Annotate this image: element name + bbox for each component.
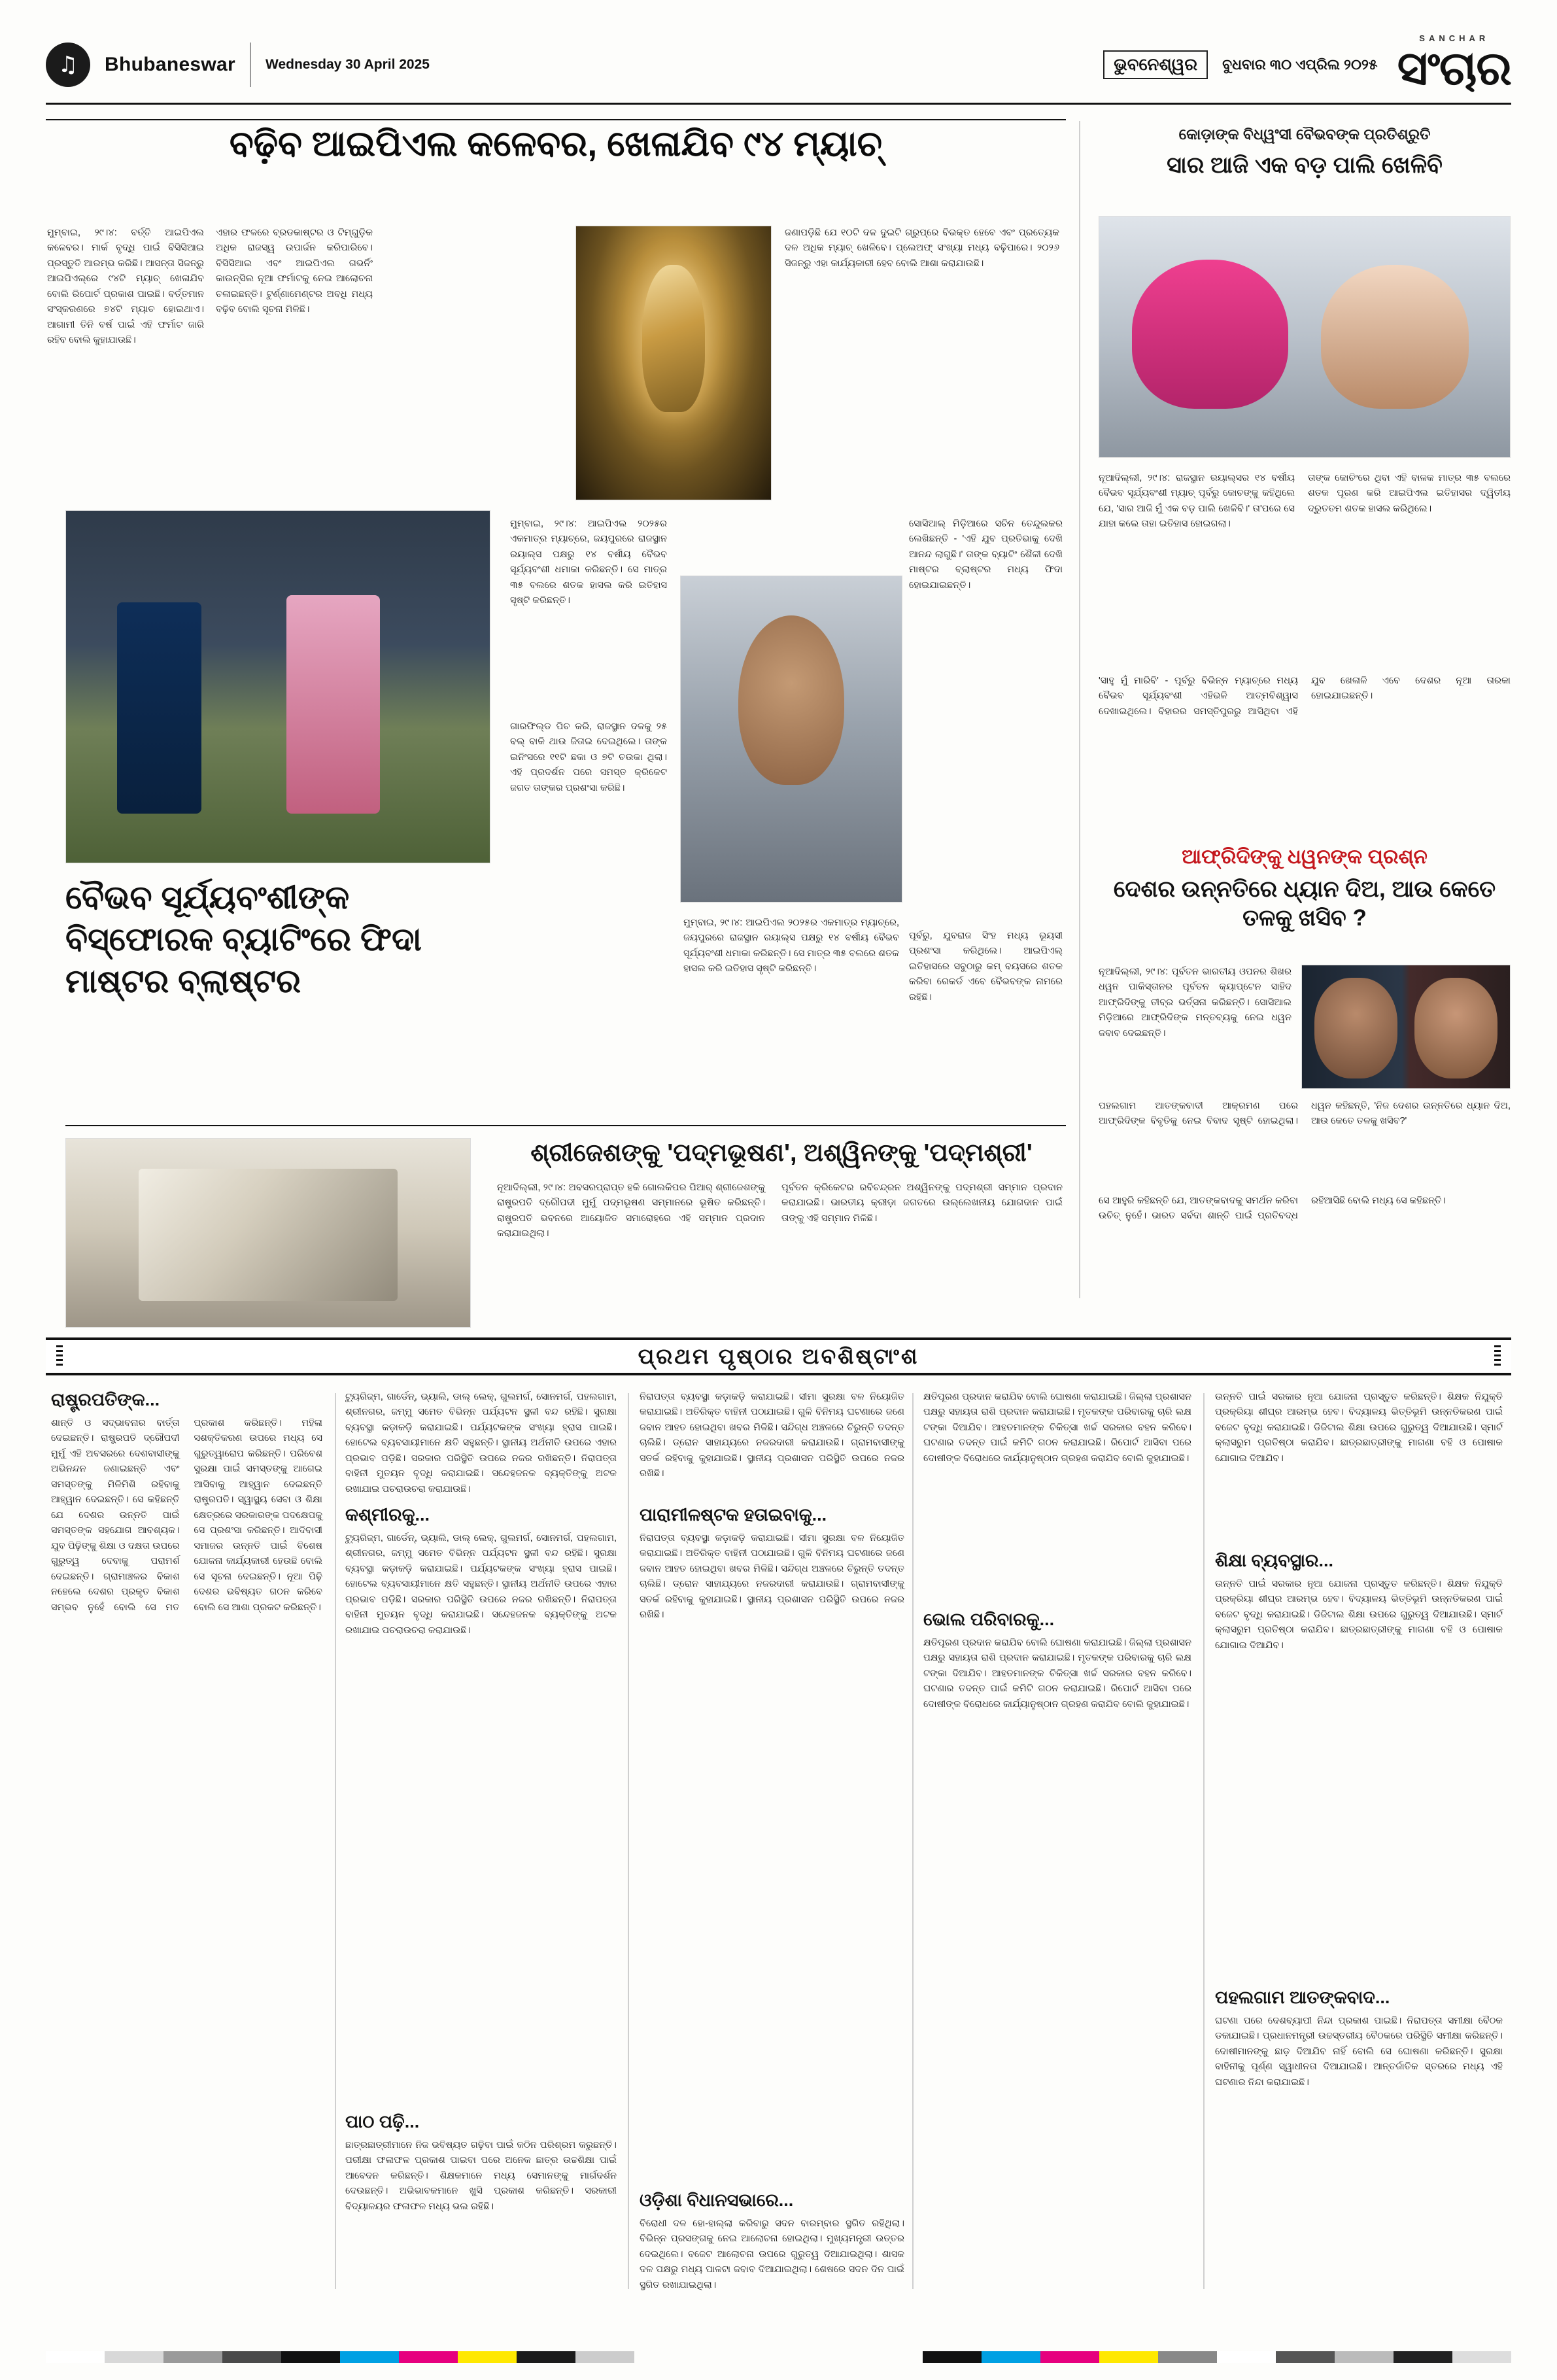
feature-column-3: ସୋସିଆଲ୍ ମିଡ଼ିଆରେ ସଚିନ ତେନ୍ଦୁଲକର ଲେଖିଛନ୍ତି - 'ଏହି ଯୁବ ପ୍ରତିଭାକୁ ଦେଖି ଆନନ୍ଦ ଲାଗୁଛି।' ତାଙ୍କ ବ୍ୟାଟିଂ ଶୈଳୀ ଦେଖି ମାଷ୍ଟର ବ୍ଲାଷ୍ଟର ମଧ୍ୟ ଫିଦା ହୋଇଯାଇଛନ୍ତି। (909, 519, 1063, 591)
color-registration-bar-left (46, 2351, 634, 2363)
masthead-odia-date: ବୁଧବାର ୩୦ ଏପ୍ରିଲ ୨୦୨୫ (1222, 56, 1378, 73)
rail-bottom-story (1099, 844, 1511, 933)
color-swatch (1099, 2351, 1158, 2363)
color-swatch (1394, 2351, 1452, 2363)
rail-bottom-kicker: ଆଫ୍ରିଦିଙ୍କୁ ଧୱନଙ୍କ ପ୍ରଶ୍ନ (1182, 845, 1428, 868)
color-swatch (1217, 2351, 1276, 2363)
jump-section-banner (46, 1337, 1511, 1375)
nameplate-kicker: SANCHAR (1419, 33, 1490, 44)
color-swatch (163, 2351, 222, 2363)
jump-text-bhol: କ୍ଷତିପୂରଣ ପ୍ରଦାନ କରାଯିବ ବୋଲି ଘୋଷଣା କରାଯାଇଛି। ଜିଲ୍ଲା ପ୍ରଶାସନ ପକ୍ଷରୁ ସହାୟତା ରାଶି ପ୍ରଦାନ କରାଯାଇଛି। ମୃତକଙ୍କ ପରିବାରକୁ ଚାରି ଲକ୍ଷ ଟଙ୍କା ଦିଆଯିବ। ଆହତମାନଙ୍କ ଚିକିତ୍ସା ଖର୍ଚ୍ଚ ସରକାର ବହନ କରିବେ। ଘଟଣାର ତଦନ୍ତ ପାଇଁ କମିଟି ଗଠନ କରାଯାଇଛି। ରିପୋର୍ଟ ଆସିବା ପରେ ଦୋଷୀଙ୍କ ବିରୋଧରେ କାର୍ଯ୍ୟାନୁଷ୍ଠାନ ଗ୍ରହଣ କରାଯିବ ବୋଲି କୁହାଯାଇଛି। (923, 1638, 1191, 1710)
rail-top-column-3: 'ସାହୁ ମୁଁ ମାରିବି' - ପୂର୍ବରୁ ବିଭିନ୍ନ ମ୍ୟାଚ୍‌ରେ ମଧ୍ୟ ବୈଭବ ସୂର୍ଯ୍ୟବଂଶୀ ଏହିଭଳି ଆତ୍ମବିଶ୍ୱାସ ଦେଖାଇଥିଲେ। ବିହାରର ସମସ୍ତିପୁରରୁ ଆସିଥିବା ଏହି ଯୁବ ଖେଳାଳି ଏବେ ଦେଶର ନୂଆ ତାରକା ହୋଇଯାଇଛନ୍ତି। (1099, 676, 1511, 717)
color-swatch (1158, 2351, 1217, 2363)
color-swatch (923, 2351, 982, 2363)
sanchar-logo-icon: ♫ (46, 43, 90, 87)
jump-column-3 (640, 1390, 904, 2308)
color-swatch (105, 2351, 163, 2363)
jump-divider-1 (335, 1393, 336, 2289)
masthead-date: Wednesday 30 April 2025 (250, 43, 430, 87)
color-swatch (575, 2351, 634, 2363)
color-swatch (982, 2351, 1040, 2363)
jump-head-bhol: ଭୋଲ ପରିବାରକୁ... (923, 1610, 1055, 1629)
feature-column-4: ପୂର୍ବରୁ, ଯୁବରାଜ ସିଂହ ମଧ୍ୟ ଭୂୟସୀ ପ୍ରଶଂସା କରିଥିଲେ। ଆଇପିଏଲ୍ ଇତିହାସରେ ସବୁଠାରୁ କମ୍ ବୟସରେ ଶତକ କରିବା ରେକର୍ଡ ଏବେ ବୈଭବଙ୍କ ନାମରେ ରହିଛି। (909, 931, 1063, 1003)
jump-column-1 (51, 1390, 322, 2286)
color-swatch (46, 2351, 105, 2363)
color-swatch (281, 2351, 340, 2363)
jump-text-lead-continued: ଟ୍ୟୁରିଜ୍ମ, ଗାର୍ଡେନ୍, ଭ୍ୟାଲି, ଡାଲ୍ ଲେକ୍, ଗୁଲମର୍ଗ, ସୋନମର୍ଗ, ପହଲଗାମ, ଶ୍ରୀନଗର, ଜମ୍ମୁ ସମେତ ବିଭିନ୍ନ ପର୍ଯ୍ୟଟନ ସ୍ଥଳୀ ବନ୍ଦ ରହିଛି। ସୁରକ୍ଷା ବ୍ୟବସ୍ଥା କଡ଼ାକଡ଼ି କରାଯାଇଛି। ପର୍ଯ୍ୟଟକଙ୍କ ସଂଖ୍ୟା ହ୍ରାସ ପାଇଛି। ହୋଟେଲ ବ୍ୟବସାୟୀମାନେ କ୍ଷତି ସହୁଛନ୍ତି। ସ୍ଥାନୀୟ ଅର୍ଥନୀତି ଉପରେ ଏହାର ପ୍ରଭାବ ପଡ଼ିଛି। ସରକାର ପରିସ୍ଥିତି ଉପରେ ନଜର ରଖିଛନ୍ତି। ନିରାପତ୍ତା ବାହିନୀ ମୁତୟନ ବୃଦ୍ଧି କରାଯାଇଛି। ସନ୍ଦେହଜନକ ବ୍ୟକ୍ତିଙ୍କୁ ଅଟକ ରଖାଯାଇ ପଚରାଉଚରା କରାଯାଉଛି। (345, 1392, 617, 1494)
jump-text-shiksha: ଉନ୍ନତି ପାଇଁ ସରକାର ନୂଆ ଯୋଜନା ପ୍ରସ୍ତୁତ କରିଛନ୍ତି। ଶିକ୍ଷକ ନିଯୁକ୍ତି ପ୍ରକ୍ରିୟା ଶୀଘ୍ର ଆରମ୍ଭ ହେବ। ବିଦ୍ୟାଳୟ ଭିତ୍ତିଭୂମି ଉନ୍ନତିକରଣ ପାଇଁ ବଜେଟ ବୃଦ୍ଧି କରାଯାଇଛି। ଡିଜିଟାଲ ଶିକ୍ଷା ଉପରେ ଗୁରୁତ୍ୱ ଦିଆଯାଉଛି। ସ୍ମାର୍ଟ କ୍ଲାସରୁମ ପ୍ରତିଷ୍ଠା କରାଯିବ। ଛାତ୍ରଛାତ୍ରୀଙ୍କୁ ମାଗଣା ବହି ଓ ପୋଷାକ ଯୋଗାଇ ଦିଆଯିବ। (1215, 1579, 1503, 1651)
color-swatch (399, 2351, 458, 2363)
masthead-city: Bhubaneswar (105, 53, 236, 75)
rail-bottom-column-3: ସେ ଆହୁରି କହିଛନ୍ତି ଯେ, ଆତଙ୍କବାଦକୁ ସମର୍ଥନ କରିବା ଉଚିତ୍ ନୁହେଁ। ଭାରତ ସର୍ବଦା ଶାନ୍ତି ପାଇଁ ପ୍ରତିବଦ୍ଧ ରହିଆସିଛି ବୋଲି ମଧ୍ୟ ସେ କହିଛନ୍ତି। (1099, 1196, 1446, 1222)
feature-column-1: ମୁମ୍ବାଇ, ୨୯।୪: ଆଇପିଏଲ ୨୦୨୫ର ଏକମାତ୍ର ମ୍ୟାଚ୍‌ରେ, ଜୟପୁରରେ ରାଜସ୍ଥାନ ରୟାଲ୍ସ ପକ୍ଷରୁ ୧୪ ବର୍ଷୀୟ ବୈଭବ ସୂର୍ଯ୍ୟବଂଶୀ ଧମାକା କରିଛନ୍ତି। ସେ ମାତ୍ର ୩୫ ବଲରେ ଶତକ ହାସଲ କରି ଇତିହାସ ସୃଷ୍ଟି କରିଛନ୍ତି। (510, 519, 667, 606)
nameplate (1397, 33, 1511, 95)
jump-text-col4-top: କ୍ଷତିପୂରଣ ପ୍ରଦାନ କରାଯିବ ବୋଲି ଘୋଷଣା କରାଯାଇଛି। ଜିଲ୍ଲା ପ୍ରଶାସନ ପକ୍ଷରୁ ସହାୟତା ରାଶି ପ୍ରଦାନ କରାଯାଇଛି। ମୃତକଙ୍କ ପରିବାରକୁ ଚାରି ଲକ୍ଷ ଟଙ୍କା ଦିଆଯିବ। ଆହତମାନଙ୍କ ଚିକିତ୍ସା ଖର୍ଚ୍ଚ ସରକାର ବହନ କରିବେ। ଘଟଣାର ତଦନ୍ତ ପାଇଁ କମିଟି ଗଠନ କରାଯାଇଛି। ରିପୋର୍ଟ ଆସିବା ପରେ ଦୋଷୀଙ୍କ ବିରୋଧରେ କାର୍ଯ୍ୟାନୁଷ୍ଠାନ ଗ୍ରହଣ କରାଯିବ ବୋଲି କୁହାଯାଇଛି। (923, 1392, 1191, 1464)
color-swatch (222, 2351, 281, 2363)
jump-head-shiksha: ଶିକ୍ଷା ବ୍ୟବସ୍ଥାର... (1215, 1551, 1333, 1570)
color-swatch (1335, 2351, 1394, 2363)
lead-column-1: ମୁମ୍ବାଇ, ୨୯।୪: ବର୍ତ୍ତି ଆଇପିଏଲ କଳେବର। ମାର୍କ ବୃଦ୍ଧି ପାଇଁ ବିସିସିଆଇ ପ୍ରସ୍ତୁତି ଆରମ୍ଭ କରିଛି। ଆସନ୍ତା ସିଜନ୍‌ରୁ ଆଇପିଏଲ୍‌ରେ ୯୪ଟି ମ୍ୟାଚ୍ ଖେଳାଯିବ ବୋଲି ରିପୋର୍ଟ ପ୍ରକାଶ ପାଇଛି। ବର୍ତ୍ତମାନ ସଂସ୍କରଣରେ ୭୪ଟି ମ୍ୟାଚ ହୋଇଥାଏ। ଆଗାମୀ ତିନି ବର୍ଷ ପାଇଁ ଏହି ଫର୍ମାଟ ଜାରି ରହିବ ବୋଲି କୁହାଯାଉଛି। (47, 228, 204, 346)
ipl-trophy-photo (575, 226, 772, 500)
color-swatch (1276, 2351, 1335, 2363)
jump-text-paramilitary: ନିରାପତ୍ତା ବ୍ୟବସ୍ଥା କଡ଼ାକଡ଼ି କରାଯାଇଛି। ସୀମା ସୁରକ୍ଷା ବଳ ନିୟୋଜିତ କରାଯାଇଛି। ଅତିରିକ୍ତ ବାହିନୀ ପଠାଯାଇଛି। ଗୁଳି ବିନିମୟ ଘଟଣାରେ ଜଣେ ଜବାନ ଆହତ ହୋଇଥିବା ଖବର ମିଳିଛି। ସନ୍ଦିଗ୍ଧ ଅଞ୍ଚଳରେ ଚିରୁନ୍ତି ତଦନ୍ତ ଚାଲିଛି। ଡ୍ରୋନ ସାହାଯ୍ୟରେ ନଜରଦାରୀ କରାଯାଉଛି। ଗ୍ରାମବାସୀଙ୍କୁ ସତର୍କ ରହିବାକୁ କୁହାଯାଇଛି। ସ୍ଥାନୀୟ ପ୍ରଶାସନ ପରିସ୍ଥିତି ଉପରେ ନଜର ରଖିଛି। (640, 1533, 904, 1621)
padma-award-ceremony-photo (65, 1138, 471, 1328)
lsg-vs-rr-match-photo (65, 510, 490, 863)
feature-caption: ବୈଭବ ସୂର୍ଯ୍ୟବଂଶୀଙ୍କ ବିସ୍ଫୋରକ ବ୍ୟାଟିଂରେ ଫିଦା ମାଷ୍ଟର ବ୍ଲାଷ୍ଟର (65, 879, 422, 999)
rail-bottom-headline: ଦେଶର ଉନ୍ନତିରେ ଧ୍ୟାନ ଦିଅ, ଆଉ କେତେ ତଳକୁ ଖସିବ ? (1113, 876, 1496, 931)
rail-top-headline: ସାର ଆଜି ଏକ ବଡ଼ ପାଲି ଖେଳିବି (1167, 152, 1443, 179)
jump-head-pahalgam: ପହଲଗାମ ଆତଙ୍କବାଦ... (1215, 1988, 1390, 2007)
lead-column-2: ଏହାର ଫଳରେ ବ୍ରଡକାଷ୍ଟର ଓ ଟିମ୍‌ଗୁଡ଼ିକ ଅଧିକ ରାଜସ୍ୱ ଉପାର୍ଜନ କରିପାରିବେ। ବିସିସିଆଇ ଏବଂ ଆଇପିଏଲ ଗଭର୍ନିଂ କାଉନ୍ସିଲ ନୂଆ ଫର୍ମାଟକୁ ନେଇ ଆଲୋଚନା ଚଳାଇଛନ୍ତି। ଟୁର୍ଣ୍ଣାମେଣ୍ଟର ଅବଧି ମଧ୍ୟ ବଢ଼ିବ ବୋଲି ସୂଚନା ମିଳିଛି। (216, 228, 373, 315)
jump-column-5 (1215, 1390, 1503, 2295)
nameplate-title: ସଂଚାର (1397, 43, 1511, 95)
lead-column-3: ଜଣାପଡ଼ିଛି ଯେ ୧୦ଟି ଦଳ ଦୁଇଟି ଗ୍ରୁପ୍‌ରେ ବିଭକ୍ତ ହେବେ ଏବଂ ପ୍ରତ୍ୟେକ ଦଳ ଅଧିକ ମ୍ୟାଚ୍ ଖେଳିବେ। ପ୍ଲେଅଫ୍ ସଂଖ୍ୟା ମଧ୍ୟ ବଢ଼ିପାରେ। ୨୦୨୬ ସିଜନ୍‌ରୁ ଏହା କାର୍ଯ୍ୟକାରୀ ହେବ ବୋଲି ଆଶା କରାଯାଉଛି। (785, 228, 1059, 269)
rail-top-column-1: ନୂଆଦିଲ୍ଲୀ, ୨୯।୪: ରାଜସ୍ଥାନ ରୟାଲ୍ସର ୧୪ ବର୍ଷୀୟ ବୈଭବ ସୂର୍ଯ୍ୟବଂଶୀ ମ୍ୟାଚ୍ ପୂର୍ବରୁ କୋଚଙ୍କୁ କହିଥିଲେ ଯେ, 'ସାର ଆଜି ମୁଁ ଏକ ବଡ଼ ପାଲି ଖେଳିବି।' ତା'ପରେ ସେ ଯାହା କଲେ ତାହା ଇତିହାସ ହୋଇଗଲା। (1099, 473, 1295, 530)
padma-column-1: ନୂଆଦିଲ୍ଲୀ, ୨୯।୪: ଅବସରପ୍ରାପ୍ତ ହକି ଗୋଲକିପର ପିଆର୍ ଶ୍ରୀଜେଶଙ୍କୁ ରାଷ୍ଟ୍ରପତି ଦ୍ରୌପଦୀ ମୁର୍ମୁ ପଦ୍ମଭୂଷଣ ସମ୍ମାନରେ ଭୂଷିତ କରିଛନ୍ତି। ରାଷ୍ଟ୍ରପତି ଭବନରେ ଆୟୋଜିତ ସମାରୋହରେ ଏହି ସମ୍ମାନ ପ୍ରଦାନ କରାଯାଇଥିଲା। (497, 1182, 765, 1239)
jump-divider-3 (912, 1393, 914, 2289)
lead-headline: ବଢ଼ିବ ଆଇପିଏଲ କଳେବର, ଖେଳାଯିବ ୯୪ ମ୍ୟାଚ୍ (229, 124, 883, 164)
lead-top-rule (46, 119, 1066, 120)
jump-column-4 (923, 1390, 1191, 2264)
jump-text-col3-top: ନିରାପତ୍ତା ବ୍ୟବସ୍ଥା କଡ଼ାକଡ଼ି କରାଯାଇଛି। ସୀମା ସୁରକ୍ଷା ବଳ ନିୟୋଜିତ କରାଯାଇଛି। ଅତିରିକ୍ତ ବାହିନୀ ପଠାଯାଇଛି। ଗୁଳି ବିନିମୟ ଘଟଣାରେ ଜଣେ ଜବାନ ଆହତ ହୋଇଥିବା ଖବର ମିଳିଛି। ସନ୍ଦିଗ୍ଧ ଅଞ୍ଚଳରେ ଚିରୁନ୍ତି ତଦନ୍ତ ଚାଲିଛି। ଡ୍ରୋନ ସାହାଯ୍ୟରେ ନଜରଦାରୀ କରାଯାଉଛି। ଗ୍ରାମବାସୀଙ୍କୁ ସତର୍କ ରହିବାକୁ କୁହାଯାଇଛି। ସ୍ଥାନୀୟ ପ୍ରଶାସନ ପରିସ୍ଥିତି ଉପରେ ନଜର ରଖିଛି। (640, 1392, 904, 1479)
rail-bottom-column-1: ନୂଆଦିଲ୍ଲୀ, ୨୯।୪: ପୂର୍ବତନ ଭାରତୀୟ ଓପନର ଶିଖର ଧୱନ ପାକିସ୍ତାନର ପୂର୍ବତନ କ୍ୟାପ୍ଟେନ ସାହିଦ ଆଫ୍ରିଦିଙ୍କୁ ତୀବ୍ର ଭର୍ତ୍ସନା କରିଛନ୍ତି। ସୋସିଆଲ ମିଡ଼ିଆରେ ଆଫ୍ରିଦିଙ୍କ ମନ୍ତବ୍ୟକୁ ନେଇ ଧୱନ ଜବାବ ଦେଇଛନ୍ତି। (1099, 967, 1292, 1039)
color-registration-bar-right (923, 2351, 1511, 2363)
masthead-odia-city: ଭୁବନେଶ୍ୱର (1103, 50, 1208, 79)
banner-title: ପ୍ରଥମ ପୃଷ୍ଠାର ଅବଶିଷ୍ଟାଂଶ (638, 1343, 919, 1368)
jump-text-pahalgam: ଘଟଣା ପରେ ଦେଶବ୍ୟାପୀ ନିନ୍ଦା ପ୍ରକାଶ ପାଇଛି। ନିରାପତ୍ତା ସମୀକ୍ଷା ବୈଠକ ଡକାଯାଇଛି। ପ୍ରଧାନମନ୍ତ୍ରୀ ଉଚ୍ଚସ୍ତରୀୟ ବୈଠକରେ ପରିସ୍ଥିତି ସମୀକ୍ଷା କରିଛନ୍ତି। ଦୋଷୀମାନଙ୍କୁ ଛାଡ଼ ଦିଆଯିବ ନାହିଁ ବୋଲି ସେ ଘୋଷଣା କରିଛନ୍ତି। ସୁରକ୍ଷା ବାହିନୀକୁ ପୂର୍ଣ୍ଣ ସ୍ୱାଧୀନତା ଦିଆଯାଇଛି। ଆନ୍ତର୍ଜାତିକ ସ୍ତରରେ ମଧ୍ୟ ଏହି ଘଟଣାର ନିନ୍ଦା କରାଯାଇଛି। (1215, 2016, 1503, 2088)
padma-column-2: ପୂର୍ବତନ କ୍ରିକେଟର ରବିଚନ୍ଦ୍ରନ ଅଶ୍ୱିନଙ୍କୁ ପଦ୍ମଶ୍ରୀ ସମ୍ମାନ ପ୍ରଦାନ କରାଯାଇଛି। ଭାରତୀୟ କ୍ରୀଡ଼ା ଜଗତରେ ଉଲ୍ଲେଖନୀୟ ଯୋଗଦାନ ପାଇଁ ତାଙ୍କୁ ଏହି ସମ୍ମାନ ମିଳିଛି। (781, 1182, 1063, 1224)
jump-text-rashtrapati: ଶାନ୍ତି ଓ ସଦ୍ଭାବନାର ବାର୍ତ୍ତା ଦେଇଛନ୍ତି। ରାଷ୍ଟ୍ରପତି ଦ୍ରୌପଦୀ ମୁର୍ମୁ ଏହି ଅବସରରେ ଦେଶବାସୀଙ୍କୁ ଅଭିନନ୍ଦନ ଜଣାଇଛନ୍ତି ଏବଂ ସମସ୍ତଙ୍କୁ ମିଳିମିଶି ରହିବାକୁ ଆହ୍ୱାନ ଦେଇଛନ୍ତି। ସେ କହିଛନ୍ତି ଯେ ଦେଶର ଉନ୍ନତି ପାଇଁ ସମସ୍ତଙ୍କ ସହଯୋଗ ଆବଶ୍ୟକ। ଯୁବ ପିଢ଼ିଙ୍କୁ ଶିକ୍ଷା ଓ ଦକ୍ଷତା ଉପରେ ଗୁରୁତ୍ୱ ଦେବାକୁ ପରାମର୍ଶ ଦେଇଛନ୍ତି। ଗ୍ରାମାଞ୍ଚଳର ବିକାଶ ନହେଲେ ଦେଶର ପ୍ରକୃତ ବିକାଶ ସମ୍ଭବ ନୁହେଁ ବୋଲି ସେ ମତ ପ୍ରକାଶ କରିଛନ୍ତି। ମହିଳା ସଶକ୍ତିକରଣ ଉପରେ ମଧ୍ୟ ସେ ଗୁରୁତ୍ୱାରୋପ କରିଛନ୍ତି। ପରିବେଶ ସୁରକ୍ଷା ପାଇଁ ସମସ୍ତଙ୍କୁ ଆଗେଇ ଆସିବାକୁ ଆହ୍ୱାନ ଦେଇଛନ୍ତି ରାଷ୍ଟ୍ରପତି। ସ୍ୱାସ୍ଥ୍ୟ ସେବା ଓ ଶିକ୍ଷା କ୍ଷେତ୍ରରେ ସରକାରଙ୍କ ପଦକ୍ଷେପକୁ ସେ ପ୍ରଶଂସା କରିଛନ୍ତି। ଆଦିବାସୀ ସମାଜର ଉନ୍ନତି ପାଇଁ ବିଶେଷ ଯୋଜନା କାର୍ଯ୍ୟକାରୀ ହେଉଛି ବୋଲି ସେ ସୂଚନା ଦେଇଛନ୍ତି। ନୂଆ ପିଢ଼ି ଦେଶର ଭବିଷ୍ୟତ ଗଠନ କରିବେ ବୋଲି ସେ ଆଶା ପ୍ରକଟ କରିଛନ୍ତି। (51, 1418, 322, 1613)
jump-head-patha: ପାଠ ପଢ଼ି... (345, 2112, 420, 2131)
masthead (46, 33, 1511, 105)
jump-text-col5-top: ଉନ୍ନତି ପାଇଁ ସରକାର ନୂଆ ଯୋଜନା ପ୍ରସ୍ତୁତ କରିଛନ୍ତି। ଶିକ୍ଷକ ନିଯୁକ୍ତି ପ୍ରକ୍ରିୟା ଶୀଘ୍ର ଆରମ୍ଭ ହେବ। ବିଦ୍ୟାଳୟ ଭିତ୍ତିଭୂମି ଉନ୍ନତିକରଣ ପାଇଁ ବଜେଟ ବୃଦ୍ଧି କରାଯାଇଛି। ଡିଜିଟାଲ ଶିକ୍ଷା ଉପରେ ଗୁରୁତ୍ୱ ଦିଆଯାଉଛି। ସ୍ମାର୍ଟ କ୍ଲାସରୁମ ପ୍ରତିଷ୍ଠା କରାଯିବ। ଛାତ୍ରଛାତ୍ରୀଙ୍କୁ ମାଗଣା ବହି ଓ ପୋଷାକ ଯୋଗାଇ ଦିଆଯିବ। (1215, 1392, 1503, 1464)
jump-text-patha: ଛାତ୍ରଛାତ୍ରୀମାନେ ନିଜ ଭବିଷ୍ୟତ ଗଢ଼ିବା ପାଇଁ କଠିନ ପରିଶ୍ରମ କରୁଛନ୍ତି। ପରୀକ୍ଷା ଫଳାଫଳ ପ୍ରକାଶ ପାଇବା ପରେ ଅନେକ ଛାତ୍ର ଉଚ୍ଚଶିକ୍ଷା ପାଇଁ ଆବେଦନ କରିଛନ୍ତି। ଶିକ୍ଷକମାନେ ମଧ୍ୟ ସେମାନଙ୍କୁ ମାର୍ଗଦର୍ଶନ ଦେଉଛନ୍ତି। ଅଭିଭାବକମାନେ ଖୁସି ପ୍ରକାଶ କରିଛନ୍ତି। ସରକାରୀ ବିଦ୍ୟାଳୟର ଫଳାଫଳ ମଧ୍ୟ ଭଲ ରହିଛି। (345, 2140, 617, 2212)
jump-head-assembly: ଓଡ଼ିଶା ବିଧାନସଭାରେ... (640, 2190, 794, 2210)
feature-column-5: ମୁମ୍ବାଇ, ୨୯।୪: ଆଇପିଏଲ ୨୦୨୫ର ଏକମାତ୍ର ମ୍ୟାଚ୍‌ରେ, ଜୟପୁରରେ ରାଜସ୍ଥାନ ରୟାଲ୍ସ ପକ୍ଷରୁ ୧୪ ବର୍ଷୀୟ ବୈଭବ ସୂର୍ଯ୍ୟବଂଶୀ ଧମାକା କରିଛନ୍ତି। ସେ ମାତ୍ର ୩୫ ବଲରେ ଶତକ ହାସଲ କରି ଇତିହାସ ସୃଷ୍ଟି କରିଛନ୍ତି। (683, 918, 899, 974)
jump-text-kashmir: ଟ୍ୟୁରିଜ୍ମ, ଗାର୍ଡେନ୍, ଭ୍ୟାଲି, ଡାଲ୍ ଲେକ୍, ଗୁଲମର୍ଗ, ସୋନମର୍ଗ, ପହଲଗାମ, ଶ୍ରୀନଗର, ଜମ୍ମୁ ସମେତ ବିଭିନ୍ନ ପର୍ଯ୍ୟଟନ ସ୍ଥଳୀ ବନ୍ଦ ରହିଛି। ସୁରକ୍ଷା ବ୍ୟବସ୍ଥା କଡ଼ାକଡ଼ି କରାଯାଇଛି। ପର୍ଯ୍ୟଟକଙ୍କ ସଂଖ୍ୟା ହ୍ରାସ ପାଇଛି। ହୋଟେଲ ବ୍ୟବସାୟୀମାନେ କ୍ଷତି ସହୁଛନ୍ତି। ସ୍ଥାନୀୟ ଅର୍ଥନୀତି ଉପରେ ଏହାର ପ୍ରଭାବ ପଡ଼ିଛି। ସରକାର ପରିସ୍ଥିତି ଉପରେ ନଜର ରଖିଛନ୍ତି। ନିରାପତ୍ତା ବାହିନୀ ମୁତୟନ ବୃଦ୍ଧି କରାଯାଇଛି। ସନ୍ଦେହଜନକ ବ୍ୟକ୍ତିଙ୍କୁ ଅଟକ ରଖାଯାଇ ପଚରାଉଚରା କରାଯାଉଛି। (345, 1533, 617, 1636)
rail-top-kicker: କୋଡ଼ାଙ୍କ ବିଧ୍ୱଂସୀ ବୈଭବଙ୍କ ପ୍ରତିଶ୍ରୁତି (1178, 126, 1431, 143)
color-swatch (1452, 2351, 1511, 2363)
padma-headline: ଶ୍ରୀଜେଶଙ୍କୁ 'ପଦ୍ମଭୂଷଣ', ଅଶ୍ୱିନଙ୍କୁ 'ପଦ୍ମଶ୍ରୀ' (530, 1139, 1033, 1167)
jump-head-paramilitary: ପାରାମୀଳଷ୍ଟକ ହତାଇବାକୁ... (640, 1505, 827, 1525)
jump-text-assembly: ବିରୋଧୀ ଦଳ ହୋ-ହାଲ୍ଲା କରିବାରୁ ସଦନ ବାରମ୍ବାର ସ୍ଥଗିତ ରହିଥିଲା। ବିଭିନ୍ନ ପ୍ରସଙ୍ଗକୁ ନେଇ ଆଲୋଚନା ହୋଇଥିଲା। ମୁଖ୍ୟମନ୍ତ୍ରୀ ଉତ୍ତର ଦେଇଥିଲେ। ବଜେଟ ଆଲୋଚନା ଉପରେ ଗୁରୁତ୍ୱ ଦିଆଯାଇଥିଲା। ଶାସକ ଦଳ ପକ୍ଷରୁ ମଧ୍ୟ ପାଳଟା ଜବାବ ଦିଆଯାଇଥିଲା। ଶେଷରେ ସଦନ ଦିନ ପାଇଁ ସ୍ଥଗିତ ରଖାଯାଇଥିଲା। (640, 2218, 904, 2290)
rail-top-column-2: ତାଙ୍କ କୋଚିଂରେ ଥିବା ଏହି ବାଳକ ମାତ୍ର ୩୫ ବଲରେ ଶତକ ପୂରଣ କରି ଆଇପିଏଲ ଇତିହାସର ଦ୍ୱିତୀୟ ଦ୍ରୁତତମ ଶତକ ହାସଲ କରିଥିଲେ। (1308, 473, 1511, 514)
padma-top-rule (65, 1125, 1066, 1126)
color-swatch (340, 2351, 399, 2363)
jump-divider-2 (628, 1393, 629, 2289)
color-swatch (517, 2351, 575, 2363)
jump-head-rashtrapati: ରାଷ୍ଟ୍ରପତିଙ୍କ... (51, 1390, 160, 1409)
color-swatch (458, 2351, 517, 2363)
jump-divider-4 (1203, 1393, 1205, 2289)
rail-divider (1079, 121, 1080, 1298)
dhawan-afridi-photo (1301, 965, 1511, 1089)
jump-head-kashmir: କଶ୍ମୀରକୁ... (345, 1505, 430, 1525)
feature-column-2: ଗାରଫିଲ୍ଡ ପିଚ କରି, ରାଜସ୍ଥାନ ଦଳକୁ ୨୫ ବଲ୍ ବାକି ଥାଉ ଜିତାଇ ଦେଇଥିଲେ। ତାଙ୍କ ଇନିଂସରେ ୧୧ଟି ଛକା ଓ ୭ଟି ଚଉକା ଥିଲା। ଏହି ପ୍ରଦର୍ଶନ ପରେ ସମସ୍ତ କ୍ରିକେଟ ଜଗତ ତାଙ୍କର ପ୍ରଶଂସା କରିଛି। (510, 721, 667, 793)
rail-bottom-column-2: ପହଲଗାମ ଆତଙ୍କବାଦୀ ଆକ୍ରମଣ ପରେ ଆଫ୍ରିଦିଙ୍କ ବିବୃତିକୁ ନେଇ ବିବାଦ ସୃଷ୍ଟି ହୋଇଥିଲା। ଧୱନ କହିଛନ୍ତି, 'ନିଜ ଦେଶର ଉନ୍ନତିରେ ଧ୍ୟାନ ଦିଅ, ଆଉ କେତେ ତଳକୁ ଖସିବ?' (1099, 1101, 1511, 1127)
rail-top-story (1099, 124, 1511, 180)
jump-column-2 (345, 1390, 617, 2295)
vaibhav-helmet-photo (1099, 216, 1511, 458)
color-swatch (1040, 2351, 1099, 2363)
lead-story (46, 124, 1066, 175)
sachin-tendulkar-photo (680, 576, 902, 903)
